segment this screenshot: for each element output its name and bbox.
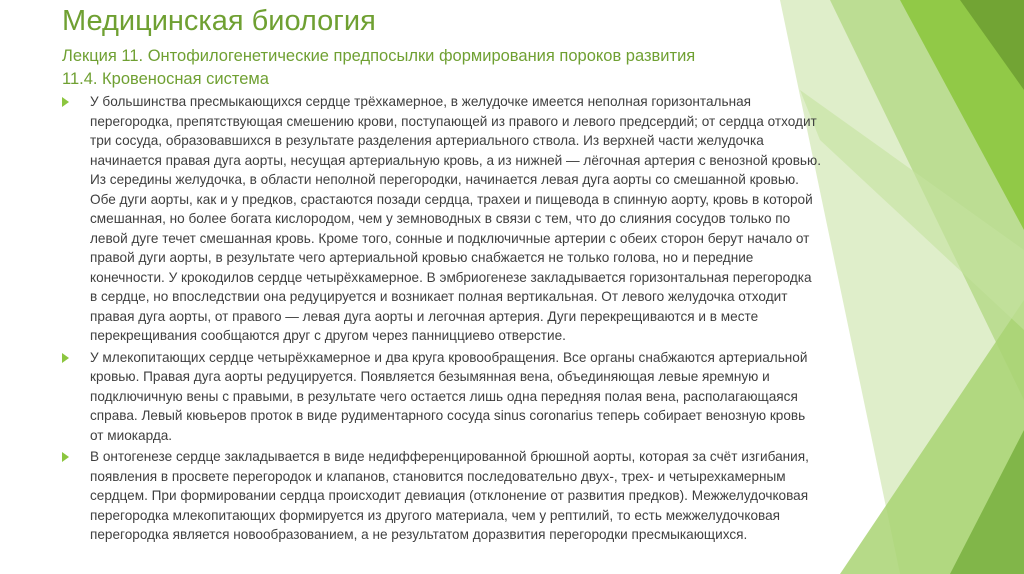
lecture-subtitle: Лекция 11. Онтофилогенетические предпосылки формирования пороков развития xyxy=(62,47,696,65)
text-line: кровью. Правая дуга аорты редуцируется. Появляется безымянная вена, объединяющая левые яремную и xyxy=(90,369,770,384)
text-line: появления в просвете перегородок и клапанов, становится последовательно двух-, трех- и четырехкамерным xyxy=(90,468,786,484)
triangle-bullet-icon xyxy=(62,97,69,107)
text-line: справа. Левый кювьеров проток в виде рудиментарного сосуда sinus coronarius теперь собирает венозную кровь xyxy=(90,408,806,423)
triangle-bullet-icon xyxy=(62,452,69,462)
text-line: перегородка, препятствующая смешению крови, поступающей из правого и левого предсердий; от сердца отходит xyxy=(90,113,817,129)
text-line: В онтогенезе сердце закладывается в виде недифференцированной брюшной аорты, которая за счёт изгибания, xyxy=(90,449,809,464)
text-line: правая дуга аорты, от правого — левая дуга аорты и легочная артерия. Дуги перекрещиваются и в месте xyxy=(90,308,759,324)
triangle-bullet-icon xyxy=(62,353,69,363)
text-line: У большинства пресмыкающихся сердце трёхкамерное, в желудочке имеется неполная горизонтальная xyxy=(90,94,751,109)
text-line: перекрещивания сообщаются друг с другом через панницциево отверстие. xyxy=(90,328,566,343)
text-line: сердцем. При формировании сердца происходит девиация (отклонение от развития предков). Межжелудочковая xyxy=(90,488,809,503)
text-line: У млекопитающих сердце четырёхкамерное и два круга кровообращения. Все органы снабжаются артериальной xyxy=(90,349,808,365)
text-line: подключичную вены с правыми, в результате чего остается лишь одна передняя полая вена, располагающаяся xyxy=(90,388,798,404)
text-line: перегородка млекопитающих формируется из другого материала, чем у рептилий, то есть межжелудочковая xyxy=(90,507,781,523)
paragraph-mammals xyxy=(62,348,1024,446)
paragraph-text xyxy=(90,92,1024,346)
text-line: три сосуда, образовавшихся в результате разделения артериального ствола. Из верхней части желудочка xyxy=(90,133,764,148)
text-line: левой дуге течет смешанная кровь. Кроме того, сонные и подключичные артерии с обеих сторон берут начало от xyxy=(90,230,810,246)
paragraph-text xyxy=(90,447,1024,545)
text-line: в сердце, но впоследствии она редуцируется и возникает полная вертикальная. От левого желудочка отходит xyxy=(90,289,788,304)
text-line: конечности. У крокодилов сердце четырёхкамерное. В эмбриогенезе закладывается горизонтальная перегородка xyxy=(90,269,812,285)
content-list xyxy=(62,92,1024,547)
text-line: Из середины желудочка, в области неполной перегородки, начинается левая дуга аорты со смешанной кровью. xyxy=(90,172,799,187)
text-line: Обе дуги аорты, как и у предков, срастаются позади сердца, трахеи и пищевода в спинную аорту, кровь в которой xyxy=(90,191,813,207)
paragraph-reptiles xyxy=(62,92,1024,346)
text-line: смешанная, но более богата кислородом, чем у земноводных в связи с тем, что до слияния сосудов только по xyxy=(90,211,791,226)
paragraph-text xyxy=(90,348,1024,446)
text-line: правой дуги аорты, в результате чего артериальной кровью снабжается не только голова, но и передние xyxy=(90,250,754,265)
text-line: от миокарда. xyxy=(90,427,173,443)
slide-title: Медицинская биология xyxy=(62,5,376,37)
text-line: начинается правая дуга аорты, несущая артериальную кровь, а из нижней — лёгочная артерия с венозной кровью. xyxy=(90,152,821,168)
text-line: перегородка является новообразованием, а не результатом доразвития перегородки пресмыкающихся. xyxy=(90,527,748,542)
section-subtitle: 11.4. Кровеносная система xyxy=(62,70,269,88)
paragraph-ontogenesis xyxy=(62,447,1024,545)
